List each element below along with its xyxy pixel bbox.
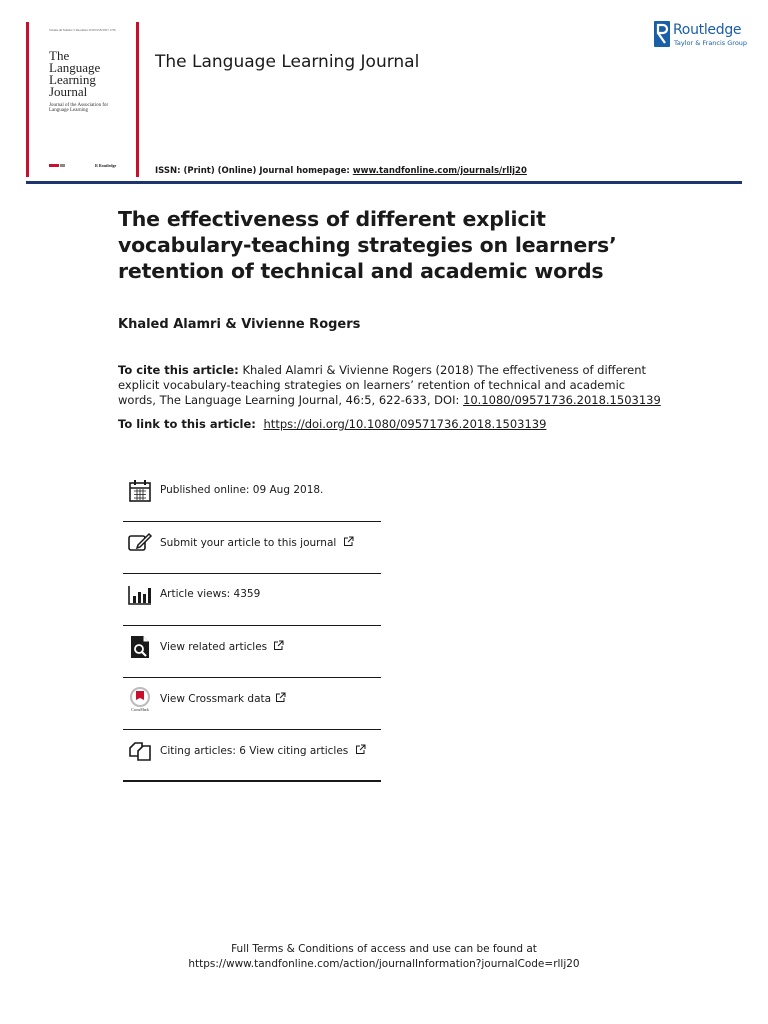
cover-title: The Language Learning Journal [49,48,101,99]
association-logo-icon [49,163,65,169]
cover-subtitle: Journal of the Association for Language Learning [49,103,109,113]
link-label: To link to this article: [118,417,256,431]
citing-articles-link[interactable]: Citing articles: 6 View citing articles [160,745,349,757]
terms-footer [0,942,768,972]
external-link-icon [275,692,286,703]
terms-url[interactable]: https://www.tandfonline.com/action/journalInformation?journalCode=rllj20 [188,958,580,970]
external-link-icon [355,744,366,755]
info-related[interactable] [123,626,381,678]
external-link-icon [273,640,284,651]
info-citing[interactable] [123,730,381,782]
published-date: Published online: 09 Aug 2018. [160,484,324,496]
cover-publisher-mark: R Routledge [95,163,117,168]
bar-chart-icon [127,582,153,608]
publisher-logo[interactable] [653,20,753,50]
journal-homepage-link[interactable]: www.tandfonline.com/journals/rllj20 [352,166,527,176]
doi-link[interactable]: 10.1080/09571736.2018.1503139 [463,393,661,407]
header-rule [26,181,742,184]
journal-cover [26,22,139,177]
related-articles-link[interactable]: View related articles [160,641,268,653]
related-document-search-icon [127,634,153,660]
external-link-icon [343,536,354,547]
cite-text: Khaled Alamri & Vivienne Rogers (2018) The effectiveness of different explicit vocabulary-teaching strategies on learners’ retention of technical and academic words, The Language Learning Journal, 46:5, 622-633, DOI: [118,363,647,407]
crossmark-icon [127,686,153,712]
cite-label: To cite this article: [118,363,239,377]
article-link [118,417,678,432]
routledge-r-icon [653,20,671,48]
submit-article-link[interactable]: Submit your article to this journal [160,537,337,549]
cover-meta: Volume 46 Number 5 December 2018 ISSN 0957-1736 [49,28,116,32]
journal-name: The Language Learning Journal [155,52,420,72]
info-crossmark[interactable] [123,678,381,730]
citing-articles-icon [127,738,153,764]
crossmark-link[interactable]: View Crossmark data [160,693,272,705]
terms-line: Full Terms & Conditions of access and use can be found at [231,943,537,955]
article-info-list [123,470,381,782]
calendar-icon [127,478,153,504]
info-submit[interactable] [123,522,381,574]
article-views: Article views: 4359 [160,588,261,600]
citation [118,363,663,408]
issn-line: ISSN: (Print) (Online) Journal homepage: www.tandfonline.com/journals/rllj20 [155,166,527,176]
info-published [123,470,381,522]
cover-footer [49,161,130,171]
article-title: The effectiveness of different explicit vocabulary-teaching strategies on learners’ retention of technical and academic words [118,207,617,283]
article-authors: Khaled Alamri & Vivienne Rogers [118,317,361,332]
doi-url-link[interactable]: https://doi.org/10.1080/09571736.2018.1503139 [263,417,547,431]
publisher-brand: Routledge [673,22,742,38]
edit-icon [127,530,153,556]
publisher-group: Taylor & Francis Group [674,39,748,47]
info-views [123,574,381,626]
crossmark-logo-text: CrossMark [131,707,149,712]
